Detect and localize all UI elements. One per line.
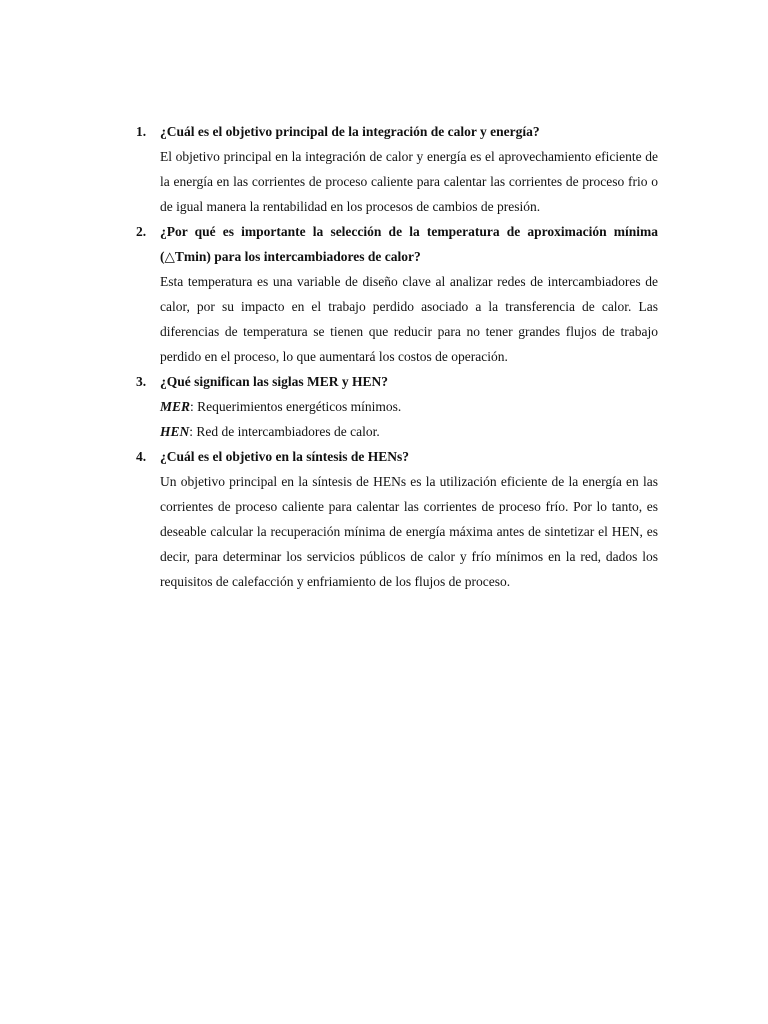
- question-text: ¿Por qué es importante la selección de la temperatura de aproximación mínima (△Tmin) para los intercambiadores de calor?: [160, 224, 658, 264]
- question-item-2: [136, 219, 658, 369]
- question-item-1: [136, 119, 658, 219]
- definition-term: MER: [160, 399, 191, 414]
- definition-text: : Requerimientos energéticos mínimos.: [190, 399, 402, 414]
- question-text: ¿Qué significan las siglas MER y HEN?: [160, 374, 389, 389]
- question-list: [136, 119, 658, 594]
- question-number: 3.: [136, 374, 147, 389]
- definition-hen: [160, 419, 658, 444]
- question-number: 4.: [136, 449, 147, 464]
- answer-text: Esta temperatura es una variable de diseño clave al analizar redes de intercambiadores de calor, por su impacto en el trabajo perdido asociado a la transferencia de calor. Las diferencias de temperatura se tienen que reducir para no tener grandes flujos de trabajo perdido en el proceso, lo que aumentará los costos de operación.: [160, 274, 658, 364]
- definition-text: : Red de intercambiadores de calor.: [189, 424, 380, 439]
- question-item-4: [136, 444, 658, 594]
- definition-term: HEN: [160, 424, 190, 439]
- question-text: ¿Cuál es el objetivo principal de la integración de calor y energía?: [160, 124, 540, 139]
- question-item-3: [136, 369, 658, 444]
- answer-text: El objetivo principal en la integración de calor y energía es el aprovechamiento eficiente de la energía en las corrientes de proceso caliente para calentar las corrientes de proceso frio o de igual manera la rentabilidad en los procesos de cambios de presión.: [160, 149, 658, 214]
- definition-mer: [160, 394, 658, 419]
- question-text: ¿Cuál es el objetivo en la síntesis de HENs?: [160, 449, 410, 464]
- answer-text: Un objetivo principal en la síntesis de HENs es la utilización eficiente de la energía en las corrientes de proceso caliente para calentar las corrientes de proceso frío. Por lo tanto, es deseable calcular la recuperación mínima de energía máxima antes de sintetizar el HEN, es decir, para determinar los servicios públicos de calor y frío mínimos en la red, dados los requisitos de calefacción y enfriamiento de los flujos de proceso.: [160, 474, 658, 589]
- question-number: 1.: [136, 124, 147, 139]
- question-number: 2.: [136, 224, 147, 239]
